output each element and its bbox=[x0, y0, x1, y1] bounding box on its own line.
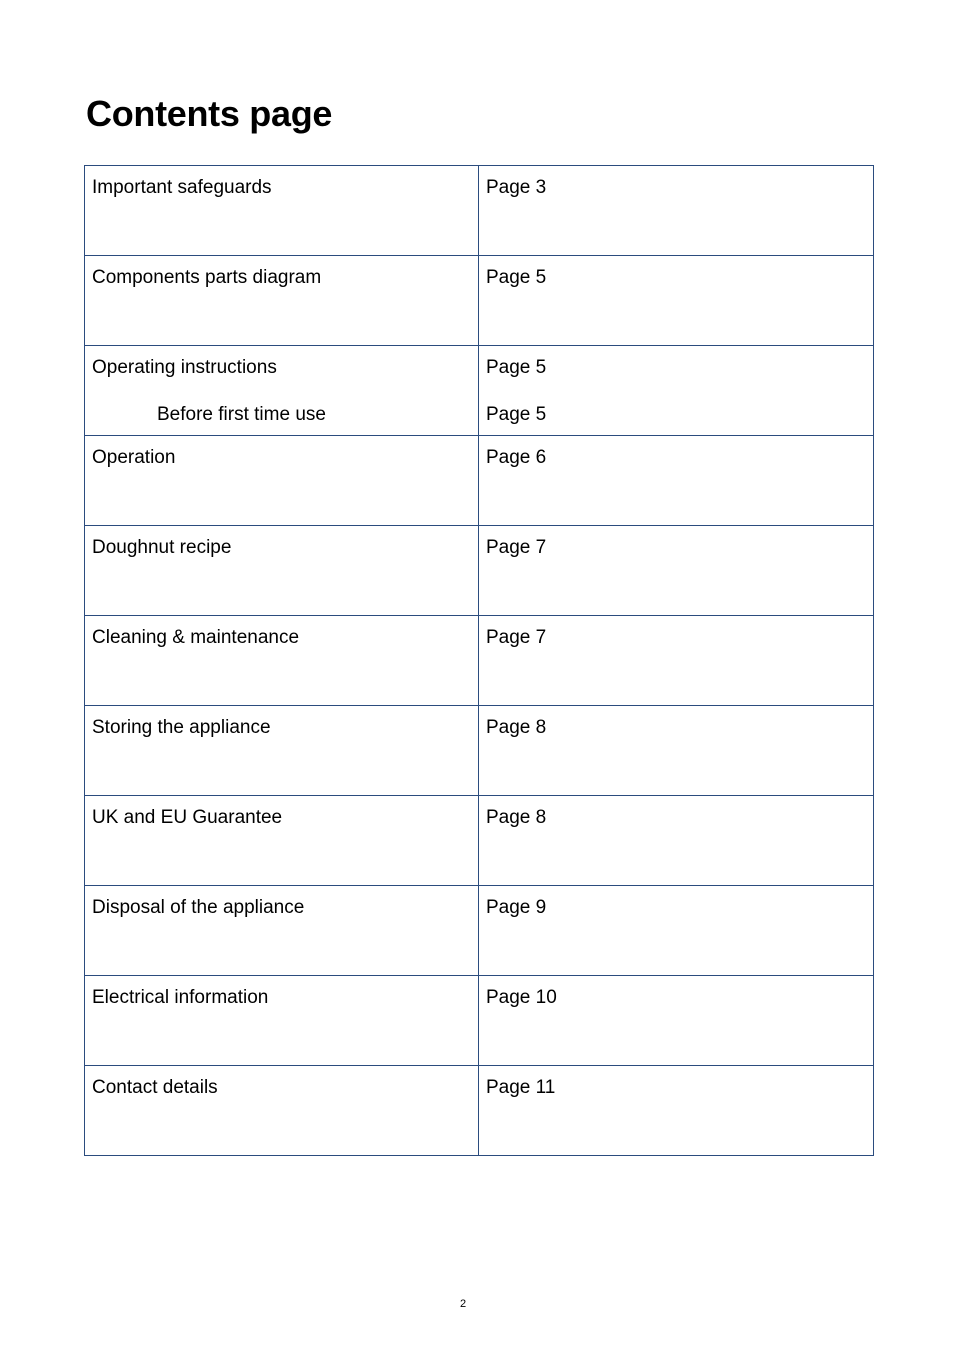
section-cell bbox=[85, 256, 479, 346]
section-cell bbox=[85, 1066, 479, 1156]
table-row bbox=[85, 436, 874, 526]
page-cell bbox=[479, 166, 874, 256]
section-title-group bbox=[85, 346, 478, 427]
section-title: Storing the appliance bbox=[92, 717, 271, 738]
section-cell bbox=[85, 436, 479, 526]
section-cell bbox=[85, 526, 479, 616]
section-cell bbox=[85, 706, 479, 796]
page-cell bbox=[479, 706, 874, 796]
page-cell bbox=[479, 616, 874, 706]
page-cell bbox=[479, 526, 874, 616]
section-page: Page 8 bbox=[486, 717, 547, 738]
section-page: Page 3 bbox=[486, 177, 547, 198]
section-page: Page 5 bbox=[486, 357, 547, 378]
table-row bbox=[85, 616, 874, 706]
page-cell bbox=[479, 256, 874, 346]
section-cell bbox=[85, 616, 479, 706]
section-cell bbox=[85, 886, 479, 976]
section-cell bbox=[85, 166, 479, 256]
table-row bbox=[85, 796, 874, 886]
page-cell bbox=[479, 886, 874, 976]
table-row bbox=[85, 346, 874, 436]
table-row bbox=[85, 706, 874, 796]
section-page: Page 9 bbox=[486, 897, 547, 918]
section-page: Page 7 bbox=[486, 537, 547, 558]
section-page: Page 10 bbox=[486, 987, 557, 1008]
page-cell bbox=[479, 796, 874, 886]
subsection-title: Before first time use bbox=[157, 404, 326, 425]
section-page: Page 8 bbox=[486, 807, 547, 828]
page-title: Contents page bbox=[86, 93, 333, 134]
section-title: Components parts diagram bbox=[92, 267, 322, 288]
table-row bbox=[85, 886, 874, 976]
table-row bbox=[85, 526, 874, 616]
section-title: Disposal of the appliance bbox=[92, 897, 305, 918]
section-title: UK and EU Guarantee bbox=[92, 807, 283, 828]
section-page: Page 5 bbox=[486, 267, 547, 288]
section-page-group bbox=[479, 346, 873, 427]
section-title: Operation bbox=[92, 447, 176, 468]
section-title: Doughnut recipe bbox=[92, 537, 232, 558]
section-title: Operating instructions bbox=[92, 357, 277, 378]
page-cell bbox=[479, 1066, 874, 1156]
contents-table bbox=[84, 165, 874, 1156]
section-title: Cleaning & maintenance bbox=[92, 627, 300, 648]
page-cell bbox=[479, 436, 874, 526]
section-title: Important safeguards bbox=[92, 177, 272, 198]
section-cell bbox=[85, 796, 479, 886]
table-row bbox=[85, 256, 874, 346]
page-cell bbox=[479, 346, 874, 436]
table-row bbox=[85, 1066, 874, 1156]
section-cell bbox=[85, 976, 479, 1066]
section-page: Page 6 bbox=[486, 447, 547, 468]
page-cell bbox=[479, 976, 874, 1066]
page-number: 2 bbox=[459, 1298, 467, 1310]
section-title: Contact details bbox=[92, 1077, 218, 1098]
section-page: Page 11 bbox=[486, 1077, 556, 1098]
table-row bbox=[85, 166, 874, 256]
table-row bbox=[85, 976, 874, 1066]
section-page: Page 7 bbox=[486, 627, 547, 648]
section-title: Electrical information bbox=[92, 987, 269, 1008]
section-cell bbox=[85, 346, 479, 436]
subsection-page: Page 5 bbox=[486, 404, 547, 425]
